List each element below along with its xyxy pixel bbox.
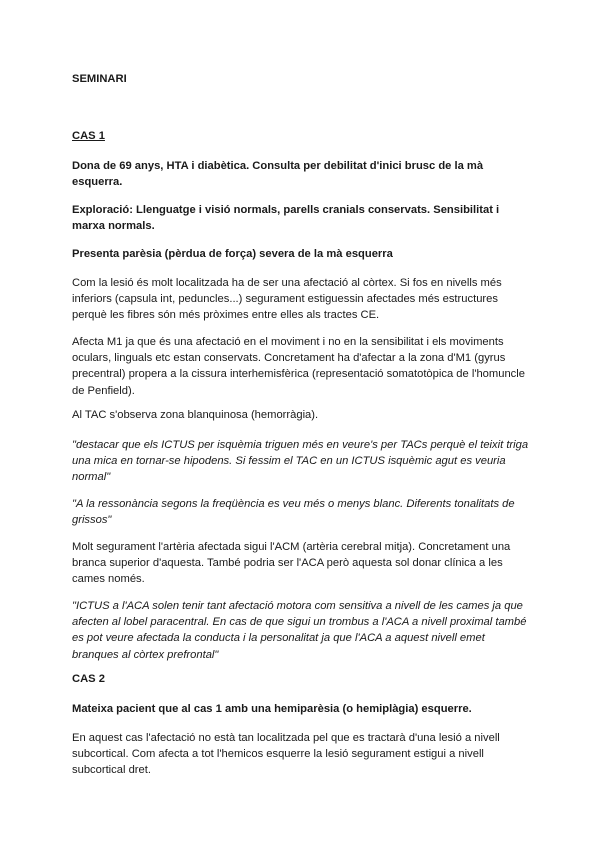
case-1-heading: CAS 1 <box>72 130 105 142</box>
case-1-intro: Dona de 69 anys, HTA i diabètica. Consulta per debilitat d'inici brusc de la mà esquerra. <box>72 160 484 189</box>
case-1-exploration: Exploració: Llenguatge i visió normals, parells cranials conservats. Sensibilitat i marxa normals. <box>72 204 500 233</box>
case-1-paragraph-2: Afecta M1 ja que és una afectació en el moviment i no en la sensibilitat i els moviments oculars, linguals etc estan conservats. Concretament ha d'afectar a la zona d'M1 (gyrus precentral) propera a la cissura interhemisfèrica (representació somatotòpica de l'homuncle de Penfield). <box>72 336 525 397</box>
case-1-quote-3: "ICTUS a l'ACA solen tenir tant afectació motora com sensitiva a nivell de les cames ja que afecten al lobel paracentral. En cas de que sigui un trombus a l'ACA a nivell proximal també es pot veure afectada la conducta i la personalitat ja que l'ACA a aquest nivell emet branques al còrtex prefrontal" <box>72 600 527 661</box>
case-2-intro: Mateixa pacient que al cas 1 amb una hemiparèsia (o hemiplàgia) esquerre. <box>72 703 472 715</box>
case-1-paragraph-4: Molt segurament l'artèria afectada sigui l'ACM (artèria cerebral mitja). Concretament una branca superior d'aquesta. També podria ser l'ACA però aquesta sol donar clínica a les cames només. <box>72 541 511 586</box>
document-title: SEMINARI <box>72 73 127 85</box>
case-1-paragraph-3: Al TAC s'observa zona blanquinosa (hemorràgia). <box>72 409 319 421</box>
case-1-quote-2: "A la ressonància segons la freqüència es veu més o menys blanc. Diferents tonalitats de grissos" <box>72 498 515 527</box>
case-1-paragraph-1: Com la lesió és molt localitzada ha de ser una afectació al còrtex. Si fos en nivells més inferiors (capsula int, peduncles...) segurament estiguessin afectades més estructures perquè les fibres són més pròximes entre elles als tractes CE. <box>72 277 502 322</box>
case-2-heading: CAS 2 <box>72 673 105 685</box>
case-1-presentation: Presenta parèsia (pèrdua de força) severa de la mà esquerra <box>72 248 393 260</box>
case-1-quote-1: "destacar que els ICTUS per isquèmia triguen més en veure's per TACs perquè el teixit triga una mica en tornar-se hipodens. Si fessim el TAC en un ICTUS isquèmic agut es veuria normal" <box>72 439 529 484</box>
case-2-paragraph-1: En aquest cas l'afectació no està tan localitzada pel que es tractarà d'una lesió a nivell subcortical. Com afecta a tot l'hemicos esquerre la lesió segurament estigui a nivell subcortical dret. <box>72 732 500 777</box>
